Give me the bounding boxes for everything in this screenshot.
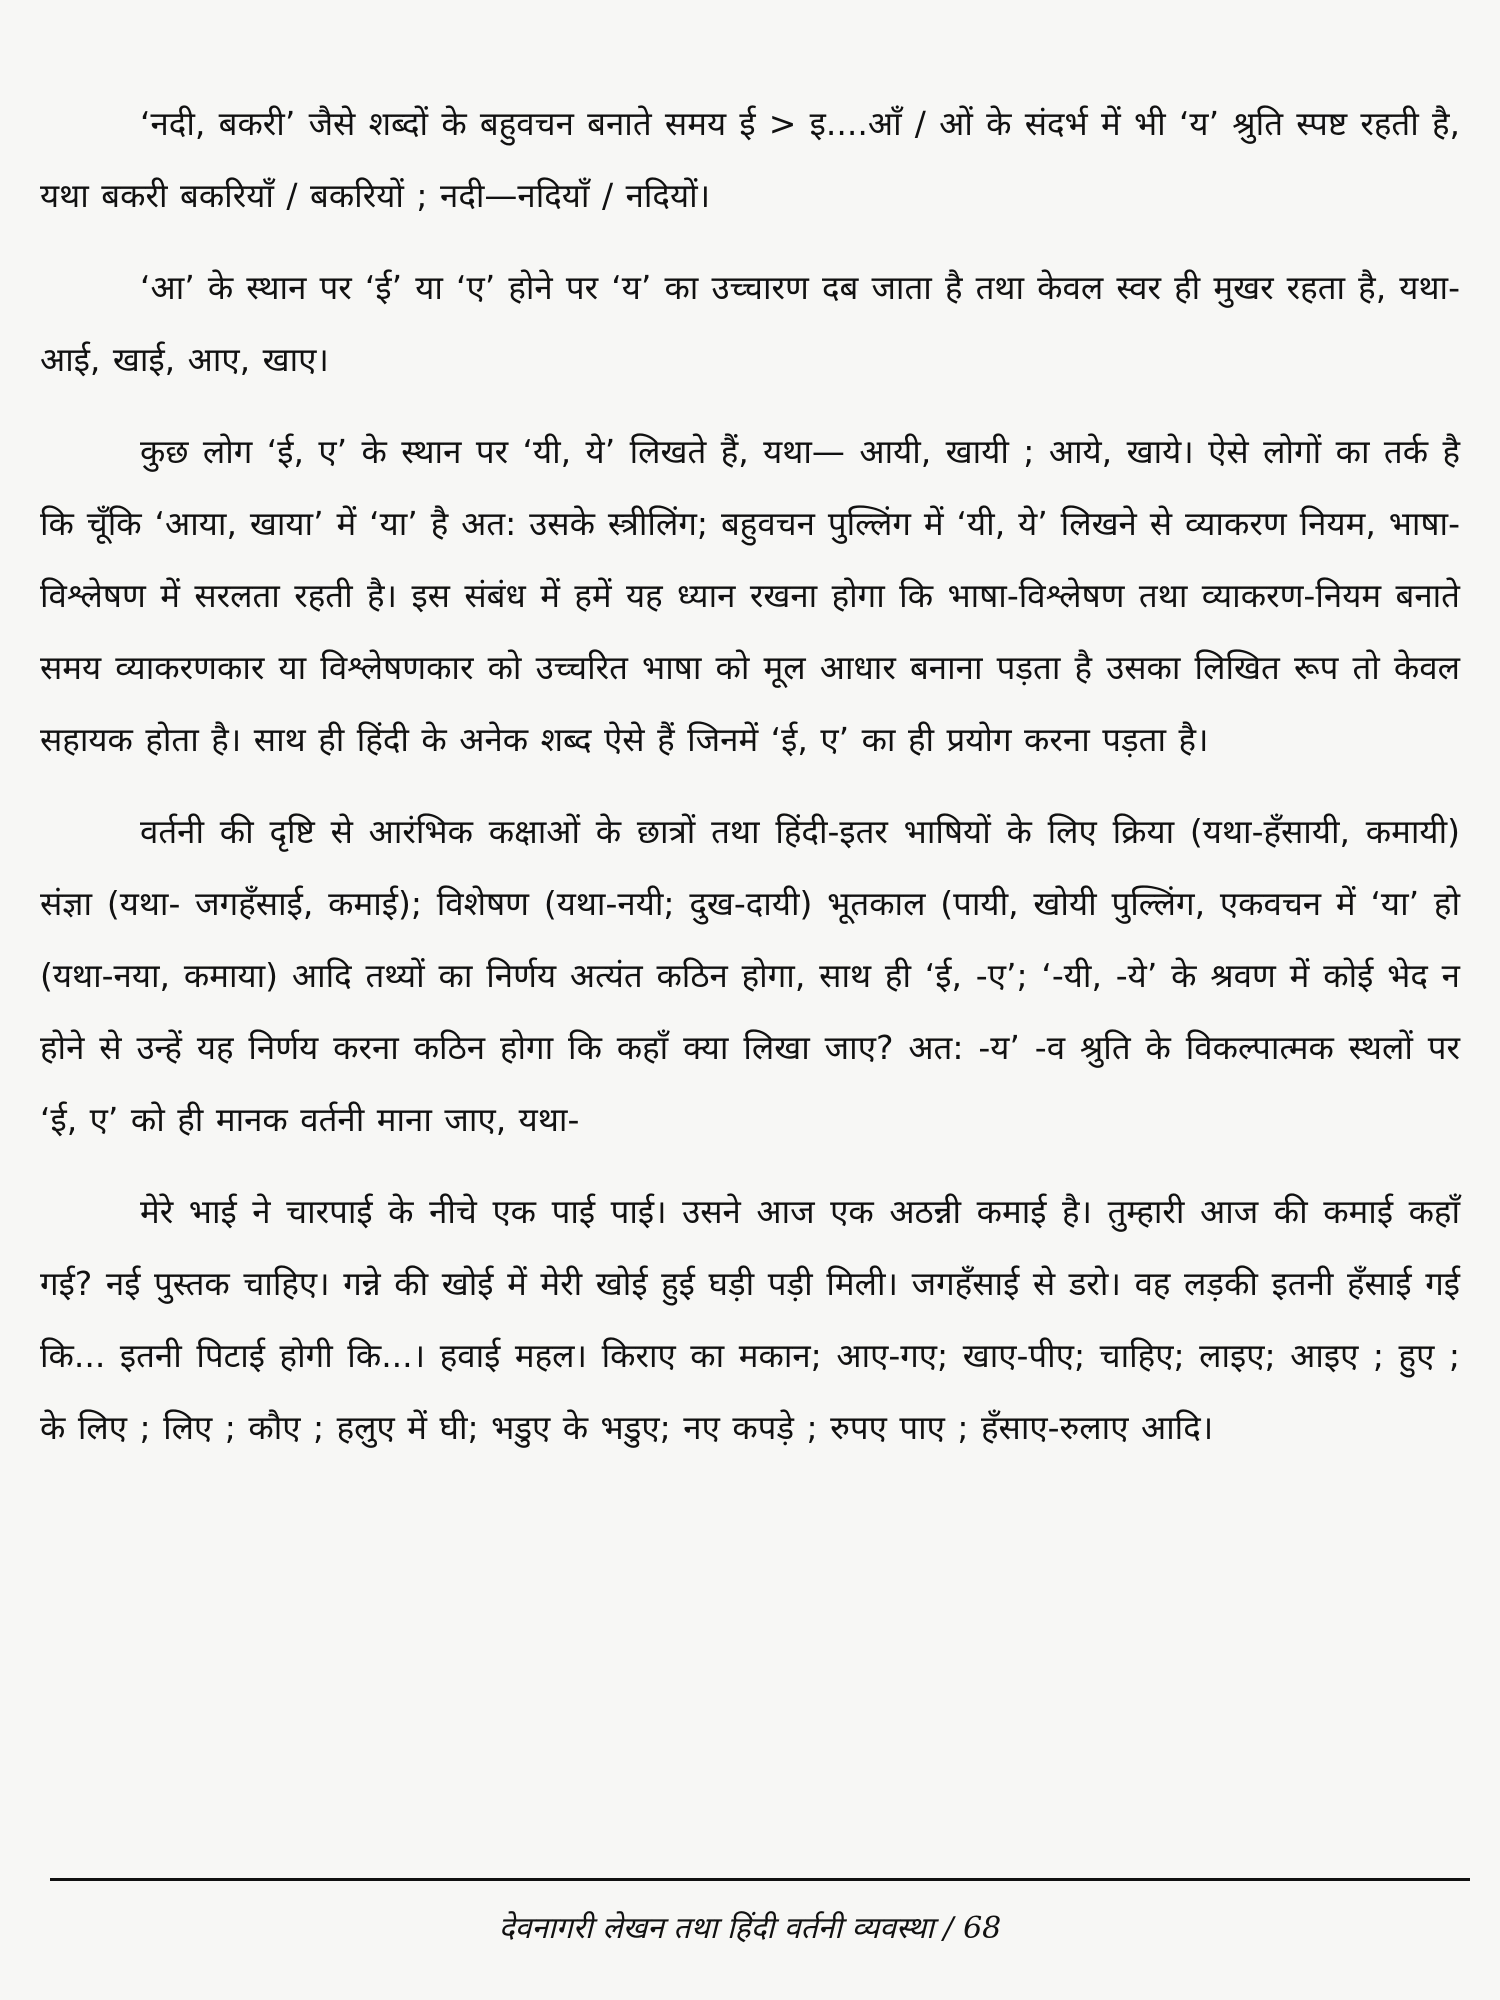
paragraph-yi-ye-usage: कुछ लोग ‘ई, ए’ के स्थान पर ‘यी, ये’ लिखते हैं, यथा— आयी, खायी ; आये, खाये। ऐसे लोगों का तर्क है कि चूँकि ‘आया, खाया’ में ‘या’ है अत: उसके स्त्रीलिंग; बहुवचन पुल्लिंग में ‘यी, ये’ लिखने से व्याकरण नियम, भाषा-विश्लेषण में सरलता रहती है। इस संबंध में हमें यह ध्यान रखना होगा कि भाषा-विश्लेषण तथा व्याकरण-नियम बनाते समय व्याकरणकार या विश्लेषणकार को उच्चरित भाषा को मूल आधार बनाना पड़ता है उसका लिखित रूप तो केवल सहायक होता है। साथ ही हिंदी के अनेक शब्द ऐसे हैं जिनमें ‘ई, ए’ का ही प्रयोग करना पड़ता है। (40, 432, 1460, 759)
page-footer: देवनागरी लेखन तथा हिंदी वर्तनी व्यवस्था / 68 (498, 1911, 1002, 1946)
footer-divider (50, 1878, 1470, 1881)
paragraph-plural-ya-shruti: ‘नदी, बकरी’ जैसे शब्दों के बहुवचन बनाते समय ई > इ....आँ / ओं के संदर्भ में भी ‘य’ श्रुति स्पष्ट रहती है, यथा बकरी बकरियाँ / बकरियों ; नदी—नदियाँ / नदियों। (40, 104, 1460, 215)
paragraph-spelling-perspective: वर्तनी की दृष्टि से आरंभिक कक्षाओं के छात्रों तथा हिंदी-इतर भाषियों के लिए क्रिया (यथा-हँसायी, कमायी) संज्ञा (यथा- जगहँसाई, कमाई); विशेषण (यथा-नयी; दुख-दायी) भूतकाल (पायी, खोयी पुल्लिंग, एकवचन में ‘या’ हो (यथा-नया, कमाया) आदि तथ्यों का निर्णय अत्यंत कठिन होगा, साथ ही ‘ई, -ए’; ‘-यी, -ये’ के श्रवण में कोई भेद न होने से उन्हें यह निर्णय करना कठिन होगा कि कहाँ क्या लिखा जाए? अत: -य’ -व श्रुति के विकल्पात्मक स्थलों पर ‘ई, ए’ को ही मानक वर्तनी माना जाए, यथा- (40, 812, 1460, 1139)
paragraph-aa-replacement: ‘आ’ के स्थान पर ‘ई’ या ‘ए’ होने पर ‘य’ का उच्चारण दब जाता है तथा केवल स्वर ही मुखर रहता है, यथा- आई, खाई, आए, खाए। (40, 268, 1460, 379)
paragraph-examples: मेरे भाई ने चारपाई के नीचे एक पाई पाई। उसने आज एक अठन्नी कमाई है। तुम्हारी आज की कमाई कहाँ गई? नई पुस्तक चाहिए। गन्ने की खोई में मेरी खोई हुई घड़ी पड़ी मिली। जगहँसाई से डरो। वह लड़की इतनी हँसाई गई कि... इतनी पिटाई होगी कि...। हवाई महल। किराए का मकान; आए-गए; खाए-पीए; चाहिए; लाइए; आइए ; हुए ; के लिए ; लिए ; कौए ; हलुए में घी; भडुए के भडुए; नए कपड़े ; रुपए पाए ; हँसाए-रुलाए आदि। (40, 1192, 1460, 1447)
